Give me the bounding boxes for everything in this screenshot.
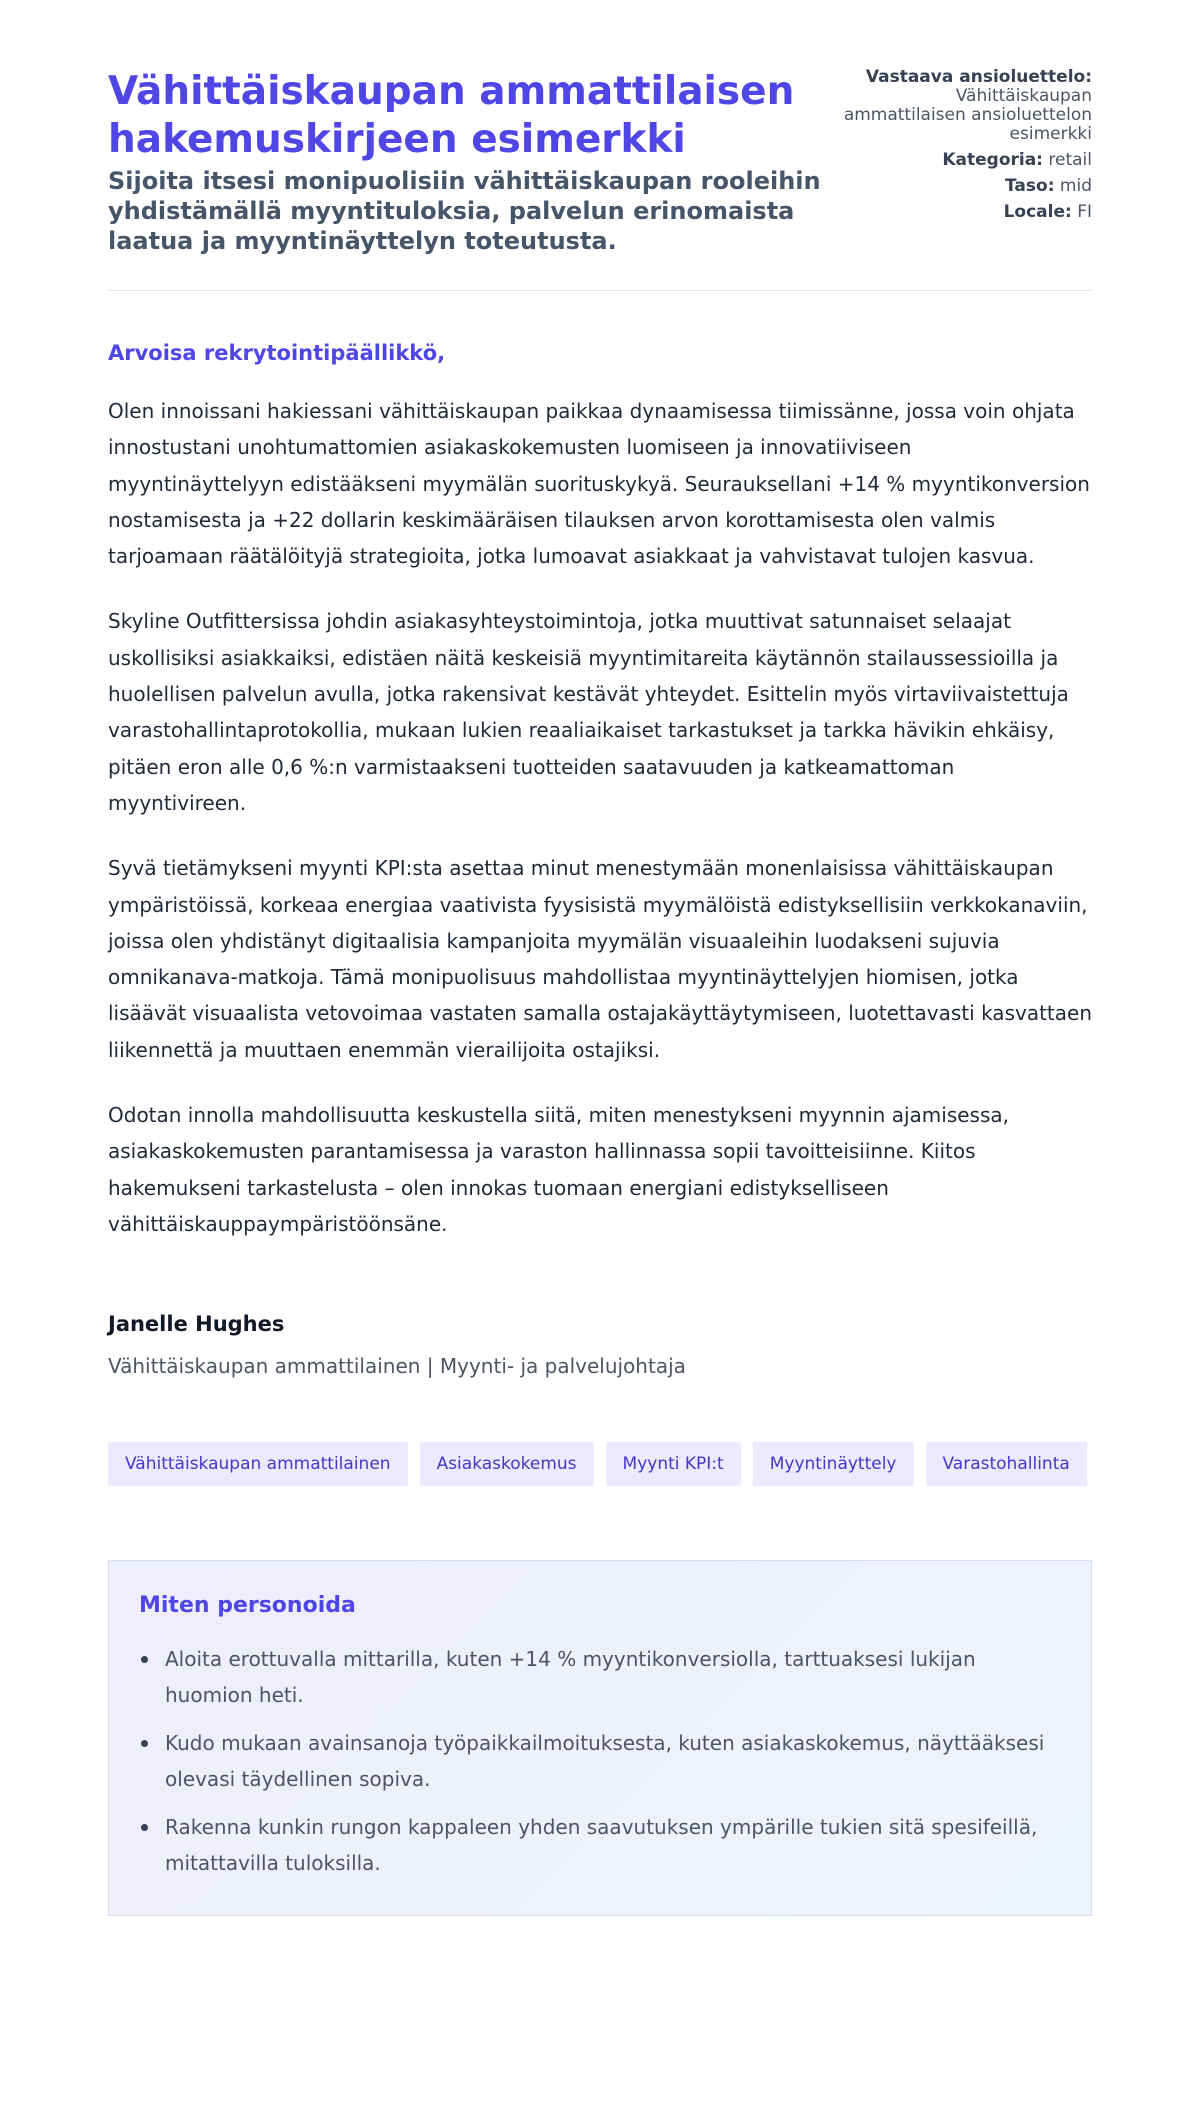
- meta-resume-value: Vähittäiskaupan ammattilaisen ansioluettelon esimerkki: [843, 86, 1092, 144]
- meta-category-label: Kategoria:: [942, 150, 1043, 170]
- tip-text: Rakenna kunkin rungon kappaleen yhden saavutuksen ympärille tukien sitä spesifeillä, mitattavilla tuloksilla.: [165, 1815, 1038, 1876]
- meta-level-label: Taso:: [1005, 176, 1055, 196]
- meta-level: [832, 177, 1092, 196]
- letter-body: [108, 393, 1092, 1242]
- personalization-tips: [108, 1560, 1092, 1916]
- letter-paragraph: Olen innoissani hakiessani vähittäiskaupan paikkaa dynaamisessa tiimissänne, jossa voin ohjata innostustani unohtumattomien asiakaskokemusten luomiseen ja innovatiiviseen myyntinäyttelyyn edistääkseni myymälän suorituskykyä. Seurauksellani +14 % myyntikonversion nostamisesta ja +22 dollarin keskimääräisen tilauksen arvon korottamisesta olen valmis tarjoamaan räätälöityjä strategioita, jotka lumoavat asiakkaat ja vahvistavat tulojen kasvua.: [108, 399, 1090, 569]
- meta-locale-label: Locale:: [1003, 202, 1072, 222]
- tag-chip: Myynti KPI:t: [606, 1442, 741, 1486]
- tag-chip: Asiakaskokemus: [420, 1442, 594, 1486]
- tips-list: [139, 1641, 1061, 1881]
- signature-block: [108, 1310, 1092, 1380]
- bullet-icon: [141, 1656, 148, 1663]
- letter-paragraph: Syvä tietämykseni myynti KPI:sta asettaa minut menestymään monenlaisissa vähittäiskaupan ympäristöissä, korkeaa energiaa vaativista fyysisistä myymälöistä edistyksellisiin verkkokanaviin, joissa olen yhdistänyt digitaalisia kampanjoita myymälän visuaaleihin luodakseni sujuvia omnikanava-matkoja. Tämä monipuolisuus mahdollistaa myyntinäyttelyjen hiomisen, jotka lisäävät visuaalista vetovoimaa vastaten samalla ostajakäyttäytymiseen, luotettavasti kasvattaen liikennettä ja muuttaen enemmän vierailijoita ostajiksi.: [108, 856, 1092, 1062]
- meta-category-value: retail: [1048, 150, 1092, 170]
- tip-text: Aloita erottuvalla mittarilla, kuten +14 % myyntikonversiolla, tarttuaksesi lukijan huomion heti.: [165, 1647, 976, 1708]
- list-item: [139, 1641, 1061, 1713]
- page-subtitle: Sijoita itsesi monipuolisiin vähittäiskaupan rooleihin yhdistämällä myyntituloksia, palvelun erinomaista laatua ja myyntinäyttelyn toteutusta.: [108, 167, 821, 255]
- letter-paragraph: Skyline Outfittersissa johdin asiakasyhteystoimintoja, jotka muuttivat satunnaiset selaajat uskollisiksi asiakkaiksi, edistäen näitä keskeisiä myyntimitareita käytännön stailaussessioilla ja huolellisen palvelun avulla, jotka rakensivat kestävät yhteydet. Esittelin myös virtaviivaistettuja varastohallintaprotokollia, mukaan lukien reaaliaikaiset tarkastukset ja tarkka hävikin ehkäisy, pitäen eron alle 0,6 %:n varmistaakseni tuotteiden saatavuuden ja katkeamattoman myyntivireen.: [108, 609, 1069, 815]
- list-item: [139, 1725, 1061, 1797]
- meta-related-resume: [832, 68, 1092, 144]
- bullet-icon: [141, 1740, 148, 1747]
- signature-name: Janelle Hughes: [108, 1312, 285, 1337]
- bullet-icon: [141, 1824, 148, 1831]
- signature-role: Vähittäiskaupan ammattilainen | Myynti- ja palvelujohtaja: [108, 1354, 686, 1379]
- letter-salutation: Arvoisa rekrytointipäällikkö,: [108, 341, 446, 365]
- tag-chip: Vähittäiskaupan ammattilainen: [108, 1442, 408, 1486]
- tag-list: [108, 1442, 1092, 1486]
- meta-locale-value: FI: [1077, 202, 1092, 222]
- header-titles: [108, 68, 828, 256]
- letter-paragraph: Odotan innolla mahdollisuutta keskustella siitä, miten menestykseni myynnin ajamisessa, asiakaskokemusten parantamisessa ja varaston hallinnassa sopii tavoitteisiinne. Kiitos hakemukseni tarkastelusta – olen innokas tuomaan energiani edistykselliseen vähittäiskauppaympäristöönsäne.: [108, 1103, 1009, 1236]
- tips-title: Miten personoida: [139, 1593, 356, 1619]
- meta-category: [832, 151, 1092, 170]
- tip-text: Kudo mukaan avainsanoja työpaikkailmoituksesta, kuten asiakaskokemus, näyttääksesi olevasi täydellinen sopiva.: [165, 1731, 1045, 1792]
- meta-locale: [832, 203, 1092, 222]
- meta-level-value: mid: [1059, 176, 1092, 196]
- document-header: [108, 0, 1092, 291]
- tag-chip: Varastohallinta: [926, 1442, 1087, 1486]
- list-item: [139, 1809, 1061, 1881]
- meta-panel: [832, 68, 1092, 229]
- meta-resume-label: Vastaava ansioluettelo:: [865, 67, 1092, 87]
- page-title: Vähittäiskaupan ammattilaisen hakemuskirjeen esimerkki: [108, 69, 795, 162]
- tag-chip: Myyntinäyttely: [753, 1442, 914, 1486]
